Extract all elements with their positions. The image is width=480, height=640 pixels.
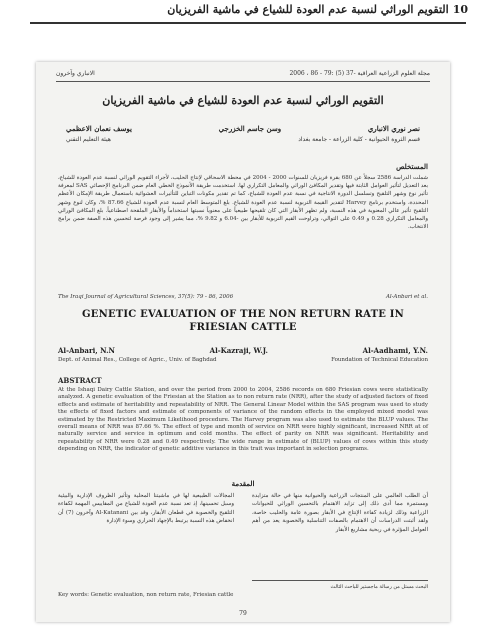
arabic-authors bbox=[66, 124, 420, 133]
arabic-abstract-heading: المستخلص bbox=[396, 162, 428, 171]
english-affiliation-1: Dept. of Animal Res., College of Agric., Univ. of Baghdad bbox=[58, 357, 217, 363]
footnote-rule bbox=[252, 580, 428, 581]
journal-header-rule bbox=[56, 81, 430, 82]
running-title: التقويم الوراثي لنسبة عدم العودة للشياع في ماشية الفريزيان bbox=[167, 2, 449, 16]
english-abstract: At the Ishaqi Dairy Cattle Station, and over the period from 2000 to 2004, 2586 records on 680 Friesian cows were statistically analyzed. A genetic evaluation of the Friesian at the Station as to non return rate (NRR), after the study of adjusted factors of fixed effects and estimate of heritability and repeatability of NRR. The General Linear Model within the SAS program was used to study the effects of fixed factors and estimate of components of variance of the random effects in the employed mixed model was estimated by the Restricted Maximum Likelihood procedure. The Harvey program was also used to estimate the BLUP values. The overall means of NRR was 87.66 %. The effect of type and month of service on NRR were highly significant, increased NRR at of naturally service and service in optimum and cold months. The effect of parity on NRR was significant. Heritability and repeatability of NRR were 0.28 and 0.49 respectively. The wide range in estimate of (BLUP) values of cows within this study depending on NRR, the indicator of genetic additive variance in this trait was important in selection programs. bbox=[58, 387, 428, 453]
english-citation-line bbox=[58, 294, 428, 300]
introduction-right-column: أن الطلب العالمي على المنتجات الزراعية والحيوانية منها في حالة متزايدة ومستمرة مما أدى ذلك إلى تزايد الاهتمام بالتحسين الوراثي للحيوانات الزراعية وذلك لزيادة كفاءة الإنتاج في الأبقار بصورة عامة والحليب خاصة، ولقد أثبتت الدراسات أن الاهتمام بالصفات التناسلية والخصوبة يعد من أهم العوامل المؤثرة في ربحية مشاريع الأبقار bbox=[252, 493, 428, 533]
english-short-authors: Al-Anbari et al. bbox=[385, 294, 428, 300]
running-header bbox=[0, 0, 480, 18]
english-affiliations bbox=[58, 357, 428, 363]
arabic-abstract: شملت الدراسة 2586 سجلاً عن 680 بقرة فريزيان للسنوات 2000 - 2004 في محطة الاسحاقي لإنتاج الحليب، لأجراء التقويم الوراثي لنسبة عدم العودة للشياع، بعد التعديل لتأثير العوامل الثابتة فيها وتقدير المكافئ الوراثي والمعامل التكراري لها. استخدمت طريقة الأنموذج الخطي العام ضمن البرنامج الإحصائي SAS لمعرفة تأثير نوع وشهر التلقيح وتسلسل الدورة الانتاجية في نسبة عدم العودة للشياع، كما تم تقدير مكونات التباين للتأثيرات العشوائية باستعمال طريقة الإمكان الأعظم المحددة، واستخدم برنامج Harvey لتقدير القيمة التربوية لنسبة عدم العودة للشياع. بلغ المتوسط العام لنسبة عدم العودة للشياع 87.66 %، وكان لنوع وشهر التلقيح تأثير عالي المعنوية في هذه النسبة، ولم تظهر الأبقار التي كان تلقيحها طبيعياً على معنوياً نسبتها استخداماً والأبقار الملقحة اصطناعياً. بلغ المكافئ الوراثي والمعامل التكراري 0.28 و 0.49 على التوالي، وتراوحت القيم التربوية للأبقار بين -6.04 و 9.82 %، مما يشير إلى وجود فرصة لتحسين هذه الصفة ضمن برامج الانتخاب. bbox=[58, 175, 429, 231]
english-title: GENETIC EVALUATION OF THE NON RETURN RATE IN FRIESIAN CATTLE bbox=[82, 309, 404, 333]
journal-header bbox=[56, 70, 430, 77]
arabic-author-1: نصر نوري الانباري bbox=[367, 124, 420, 133]
english-author-1: Al-Anbari, N.N bbox=[58, 346, 115, 355]
keywords: Key words: Genetic evaluation, non return rate, Friesian cattle bbox=[58, 592, 234, 598]
arabic-affiliation-1: قسم الثروة الحيوانية - كلية الزراعة - جامعة بغداد bbox=[298, 136, 420, 143]
arabic-affiliations bbox=[66, 136, 420, 143]
journal-citation-arabic: مجلة العلوم الزراعية العراقية -37 (5) :79 - 86 ، 2006 bbox=[289, 70, 430, 77]
english-abstract-heading: ABSTRACT bbox=[58, 376, 102, 385]
english-citation: The Iraqi Journal of Agricultural Sciences, 37(5): 79 - 86, 2006 bbox=[58, 294, 234, 300]
english-author-3: Al-Aadhami, Y.N. bbox=[362, 346, 428, 355]
introduction-left-column: المجالات الطبيعية لها في ماشيتنا المحلية وتأثير الظروف الإدارية والبيئية وسبل تحسينها، إذ تعد نسبة عدم العودة للشياع من المقاييس المهمة لكفاءة التلقيح والخصوبة في قطعان الأبقار، وقد بين Al-Katanani وآخرون (7) أن انخفاض هذه النسبة يرتبط بالإجهاد الحراري وسوء الإدارة bbox=[58, 493, 234, 525]
english-author-2: Al-Kazraji, W.J. bbox=[209, 346, 268, 355]
scanned-article-page bbox=[36, 62, 450, 622]
arabic-affiliation-2: هيئة التعليم التقني bbox=[66, 136, 111, 143]
arabic-author-2: وسن جاسم الخزرجي bbox=[218, 124, 282, 133]
footnote: البحث مستل من رسالة ماجستير للباحث الثالث bbox=[330, 584, 428, 590]
journal-short-authors: الانباري وآخرون bbox=[56, 70, 95, 77]
arabic-title: التقويم الوراثي لنسبة عدم العودة للشياع في ماشية الفريزيان bbox=[102, 94, 384, 107]
introduction-heading: المقدمة bbox=[231, 479, 255, 488]
english-authors bbox=[58, 346, 428, 355]
header-rule bbox=[30, 22, 466, 24]
page-number: 10 bbox=[452, 2, 468, 16]
arabic-author-3: يوسف نعمان الاعظمي bbox=[66, 124, 132, 133]
scan-page-number: 79 bbox=[239, 610, 247, 617]
english-affiliation-3: Foundation of Technical Education bbox=[331, 357, 428, 363]
